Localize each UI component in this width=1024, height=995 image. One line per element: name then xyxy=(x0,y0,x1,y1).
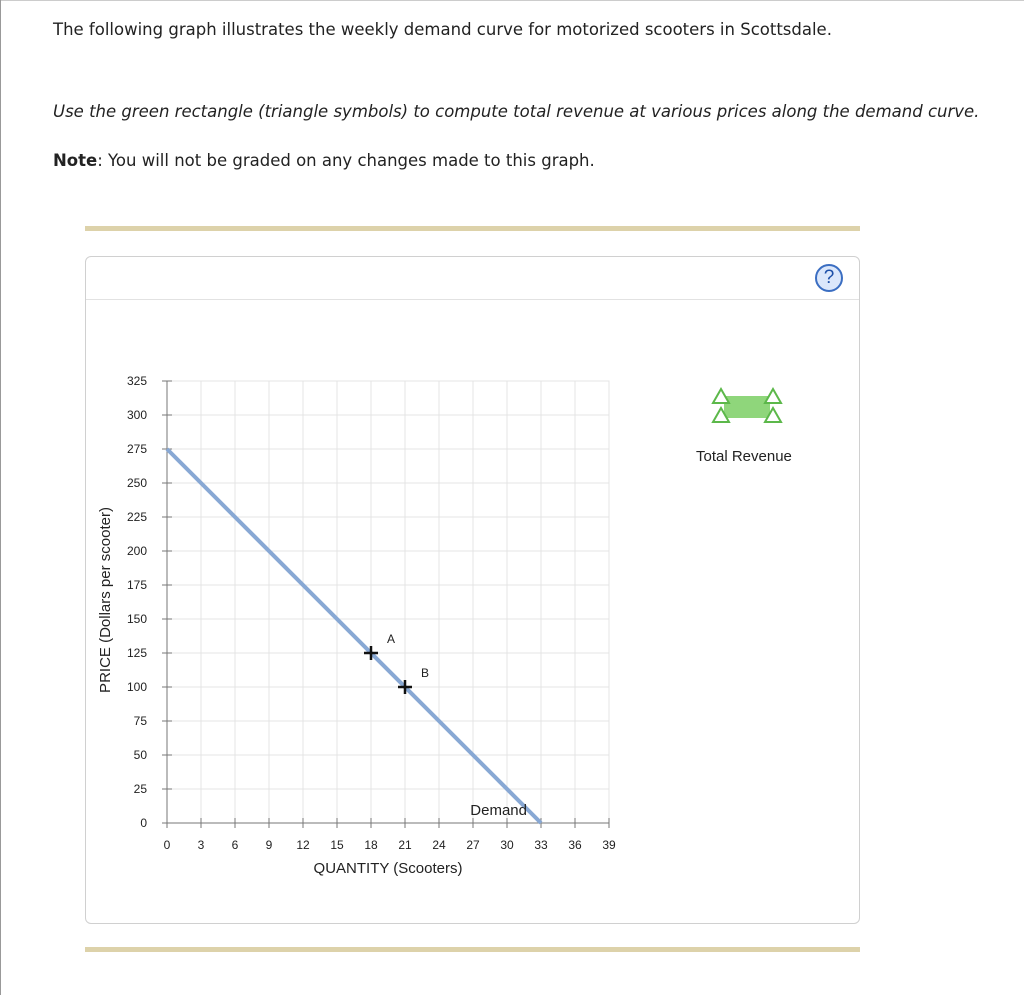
point-a[interactable] xyxy=(364,632,395,660)
y-tick-label: 0 xyxy=(140,816,147,830)
y-tick-label: 150 xyxy=(126,612,147,626)
x-tick-label: 30 xyxy=(500,838,514,852)
x-tick-label: 21 xyxy=(398,838,412,852)
help-button[interactable]: ? xyxy=(815,264,843,292)
y-tick-label: 225 xyxy=(126,510,147,524)
y-tick-label: 75 xyxy=(133,714,147,728)
x-tick-label: 0 xyxy=(163,838,171,852)
x-tick-label: 3 xyxy=(197,838,205,852)
y-tick-label: 25 xyxy=(133,782,147,796)
x-tick-label: 36 xyxy=(568,838,582,852)
y-tick-label: 50 xyxy=(133,748,147,762)
points xyxy=(364,632,429,694)
point-label: B xyxy=(421,666,430,680)
bottom-divider xyxy=(85,947,860,952)
y-tick-label: 275 xyxy=(126,442,147,456)
x-axis-title: QUANTITY (Scooters) xyxy=(313,860,463,877)
plot-frame xyxy=(167,381,609,823)
y-tick-label: 325 xyxy=(126,374,147,388)
instruction-text: Use the green rectangle (triangle symbols) to compute total revenue at various prices along the demand curve. xyxy=(53,102,980,121)
x-tick-label: 33 xyxy=(534,838,548,852)
x-tick-label: 24 xyxy=(432,838,446,852)
note-label: Note xyxy=(53,151,98,170)
y-tick-label: 100 xyxy=(126,680,147,694)
x-tick-label: 39 xyxy=(602,838,616,852)
intro-text: The following graph illustrates the weekly demand curve for motorized scooters in Scottsdale. xyxy=(53,20,832,39)
x-tick-label: 12 xyxy=(296,838,310,852)
point-label: A xyxy=(387,632,396,646)
y-tick-label: 250 xyxy=(126,476,147,490)
demand-curve-label: Demand xyxy=(470,802,527,819)
legend-label: Total Revenue xyxy=(696,448,792,465)
grid xyxy=(167,381,609,823)
y-tick-label: 300 xyxy=(126,408,147,422)
legend-rectangle xyxy=(724,396,770,418)
x-tick-label: 27 xyxy=(466,838,480,852)
note-body: : You will not be graded on any changes made to this graph. xyxy=(97,151,595,170)
x-tick-label: 9 xyxy=(265,838,273,852)
y-axis-title: PRICE (Dollars per scooter) xyxy=(97,507,114,693)
y-tick-label: 175 xyxy=(126,578,147,592)
x-tick-label: 15 xyxy=(330,838,344,852)
demand-curve[interactable] xyxy=(167,449,541,823)
x-tick-label: 6 xyxy=(231,838,239,852)
total-revenue-legend-icon[interactable] xyxy=(713,389,781,422)
y-tick-label: 200 xyxy=(126,544,147,558)
y-tick-label: 125 xyxy=(126,646,147,660)
point-b[interactable] xyxy=(398,666,429,694)
legend xyxy=(713,389,781,422)
x-tick-label: 18 xyxy=(364,838,378,852)
series xyxy=(167,449,541,823)
